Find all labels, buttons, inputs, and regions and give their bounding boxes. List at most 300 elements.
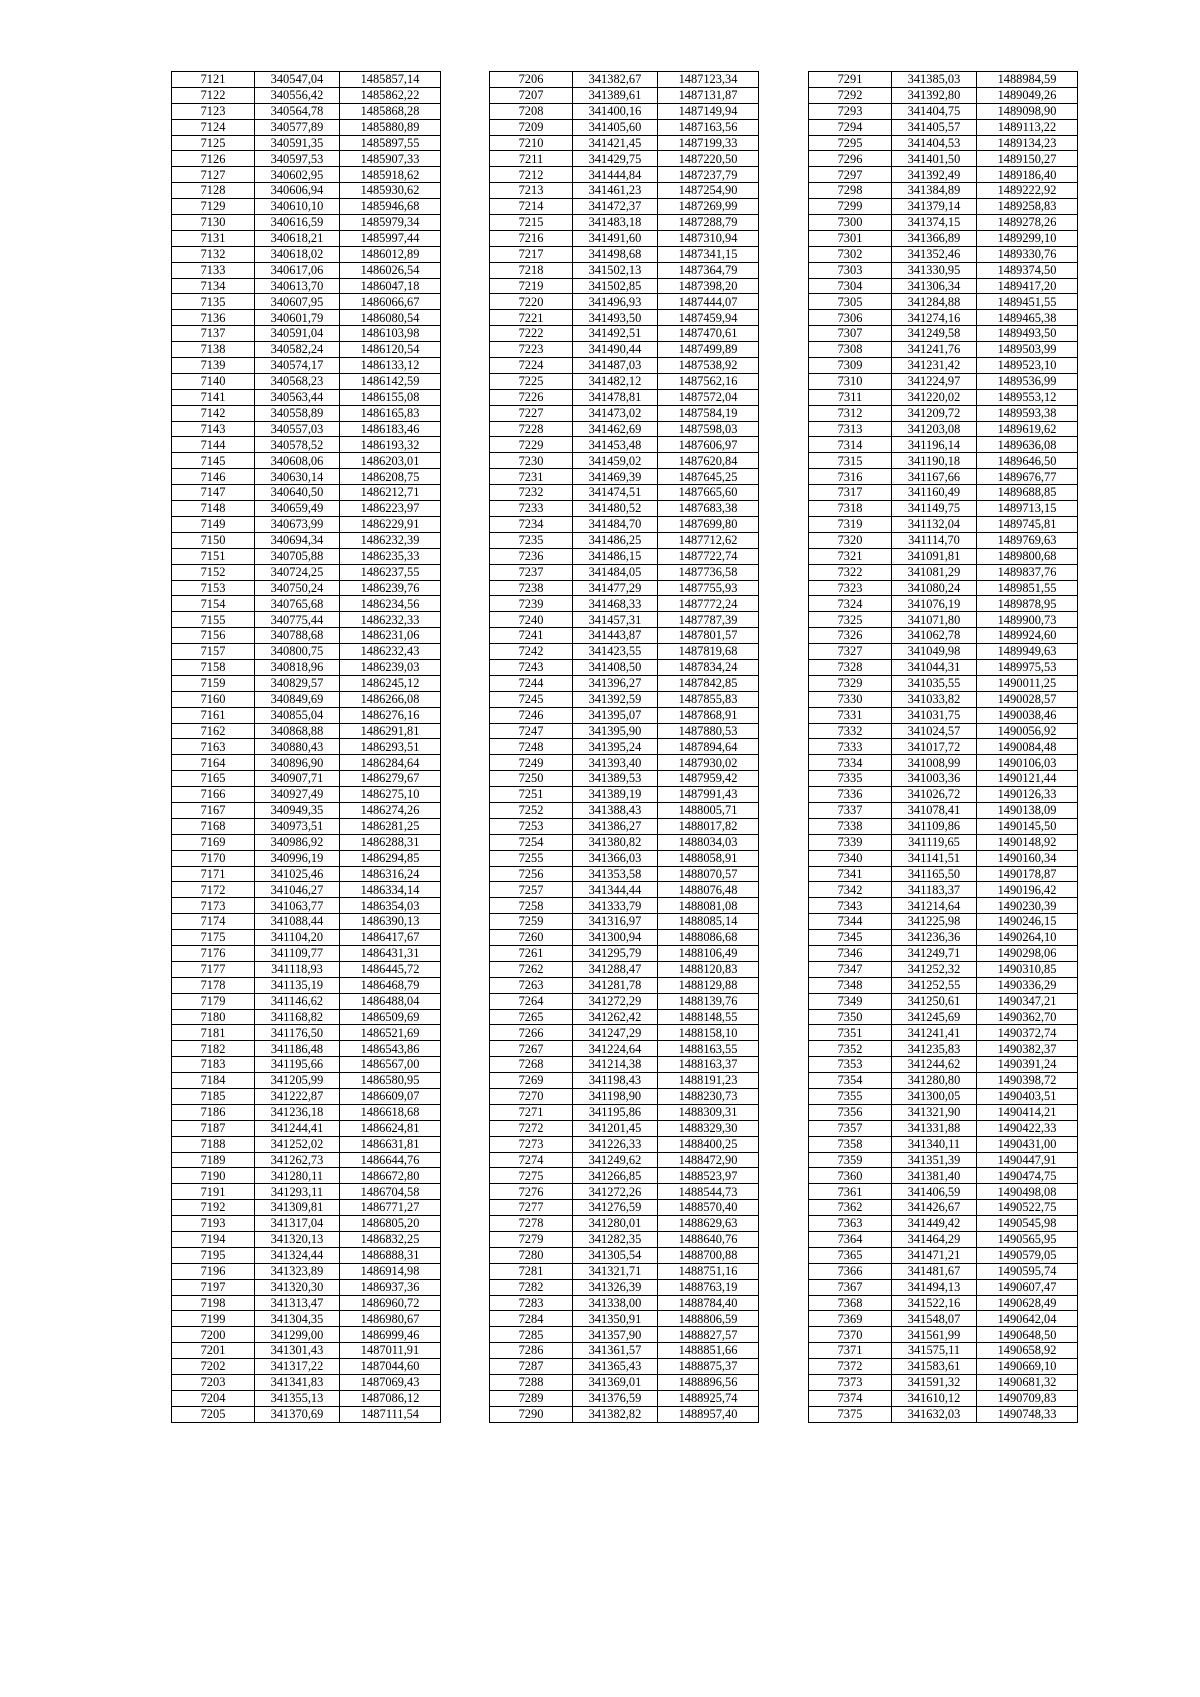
- point-number-cell: 7152: [172, 564, 255, 580]
- table-row: [809, 453, 1078, 469]
- x-coordinate-cell: 341389,53: [573, 771, 658, 787]
- x-coordinate-cell: 340558,89: [255, 405, 340, 421]
- y-coordinate-cell: 1486183,46: [340, 421, 441, 437]
- table-row: [809, 1073, 1078, 1089]
- table-row: [490, 1390, 759, 1406]
- y-coordinate-cell: 1489745,81: [977, 516, 1078, 532]
- table-row: [490, 437, 759, 453]
- table-row: [172, 850, 441, 866]
- table-row: [809, 1057, 1078, 1073]
- y-coordinate-cell: 1490628,49: [977, 1295, 1078, 1311]
- table-row: [490, 866, 759, 882]
- table-row: [172, 548, 441, 564]
- y-coordinate-cell: 1488017,82: [658, 818, 759, 834]
- y-coordinate-cell: 1489374,50: [977, 262, 1078, 278]
- x-coordinate-cell: 341341,83: [255, 1375, 340, 1391]
- point-number-cell: 7209: [490, 119, 573, 135]
- x-coordinate-cell: 341063,77: [255, 898, 340, 914]
- x-coordinate-cell: 341490,44: [573, 342, 658, 358]
- x-coordinate-cell: 341280,01: [573, 1216, 658, 1232]
- x-coordinate-cell: 341502,13: [573, 262, 658, 278]
- x-coordinate-cell: 341300,05: [892, 1089, 977, 1105]
- y-coordinate-cell: 1487584,19: [658, 405, 759, 421]
- table-row: [490, 1311, 759, 1327]
- x-coordinate-cell: 341225,98: [892, 914, 977, 930]
- point-number-cell: 7370: [809, 1327, 892, 1343]
- table-row: [490, 1200, 759, 1216]
- point-number-cell: 7240: [490, 612, 573, 628]
- table-row: [809, 135, 1078, 151]
- y-coordinate-cell: 1486026,54: [340, 262, 441, 278]
- x-coordinate-cell: 341245,69: [892, 1009, 977, 1025]
- table-row: [809, 405, 1078, 421]
- x-coordinate-cell: 341333,79: [573, 898, 658, 914]
- x-coordinate-cell: 341214,38: [573, 1057, 658, 1073]
- table-row: [172, 1232, 441, 1248]
- x-coordinate-cell: 340591,35: [255, 135, 340, 151]
- point-number-cell: 7235: [490, 532, 573, 548]
- point-number-cell: 7297: [809, 167, 892, 183]
- table-row: [490, 707, 759, 723]
- table-row: [490, 691, 759, 707]
- coordinate-table-3: [808, 71, 1078, 1423]
- y-coordinate-cell: 1486133,12: [340, 358, 441, 374]
- table-row: [809, 151, 1078, 167]
- x-coordinate-cell: 341146,62: [255, 993, 340, 1009]
- table-row: [809, 1089, 1078, 1105]
- x-coordinate-cell: 341395,24: [573, 739, 658, 755]
- point-number-cell: 7218: [490, 262, 573, 278]
- x-coordinate-cell: 341025,46: [255, 866, 340, 882]
- y-coordinate-cell: 1489769,63: [977, 532, 1078, 548]
- y-coordinate-cell: 1486431,31: [340, 945, 441, 961]
- point-number-cell: 7374: [809, 1390, 892, 1406]
- y-coordinate-cell: 1490038,46: [977, 707, 1078, 723]
- point-number-cell: 7319: [809, 516, 892, 532]
- point-number-cell: 7328: [809, 659, 892, 675]
- point-number-cell: 7349: [809, 993, 892, 1009]
- y-coordinate-cell: 1490398,72: [977, 1073, 1078, 1089]
- table-row: [490, 659, 759, 675]
- y-coordinate-cell: 1487855,83: [658, 691, 759, 707]
- x-coordinate-cell: 341473,02: [573, 405, 658, 421]
- x-coordinate-cell: 341405,60: [573, 119, 658, 135]
- point-number-cell: 7246: [490, 707, 573, 723]
- point-number-cell: 7130: [172, 215, 255, 231]
- point-number-cell: 7345: [809, 930, 892, 946]
- y-coordinate-cell: 1486047,18: [340, 278, 441, 294]
- table-row: [809, 532, 1078, 548]
- table-row: [172, 516, 441, 532]
- x-coordinate-cell: 340896,90: [255, 755, 340, 771]
- table-row: [172, 818, 441, 834]
- table-row: [809, 1216, 1078, 1232]
- x-coordinate-cell: 341088,44: [255, 914, 340, 930]
- table-row: [809, 548, 1078, 564]
- y-coordinate-cell: 1486232,33: [340, 612, 441, 628]
- x-coordinate-cell: 341492,51: [573, 326, 658, 342]
- x-coordinate-cell: 341374,15: [892, 215, 977, 231]
- y-coordinate-cell: 1490565,95: [977, 1232, 1078, 1248]
- table-row: [809, 675, 1078, 691]
- table-row: [490, 103, 759, 119]
- table-row: [172, 199, 441, 215]
- point-number-cell: 7284: [490, 1311, 573, 1327]
- point-number-cell: 7309: [809, 358, 892, 374]
- y-coordinate-cell: 1486212,71: [340, 485, 441, 501]
- y-coordinate-cell: 1486235,33: [340, 548, 441, 564]
- table-row: [809, 342, 1078, 358]
- table-row: [809, 1327, 1078, 1343]
- point-number-cell: 7169: [172, 834, 255, 850]
- point-number-cell: 7281: [490, 1263, 573, 1279]
- y-coordinate-cell: 1490336,29: [977, 977, 1078, 993]
- table-row: [172, 246, 441, 262]
- point-number-cell: 7178: [172, 977, 255, 993]
- table-row: [172, 1089, 441, 1105]
- x-coordinate-cell: 341201,45: [573, 1120, 658, 1136]
- table-row: [490, 961, 759, 977]
- y-coordinate-cell: 1486080,54: [340, 310, 441, 326]
- y-coordinate-cell: 1486279,67: [340, 771, 441, 787]
- y-coordinate-cell: 1487598,03: [658, 421, 759, 437]
- point-number-cell: 7354: [809, 1073, 892, 1089]
- table-row: [809, 914, 1078, 930]
- table-row: [490, 564, 759, 580]
- x-coordinate-cell: 341195,86: [573, 1104, 658, 1120]
- point-number-cell: 7185: [172, 1089, 255, 1105]
- table-row: [809, 755, 1078, 771]
- x-coordinate-cell: 341365,43: [573, 1359, 658, 1375]
- x-coordinate-cell: 340659,49: [255, 501, 340, 517]
- y-coordinate-cell: 1489619,62: [977, 421, 1078, 437]
- x-coordinate-cell: 341449,42: [892, 1216, 977, 1232]
- point-number-cell: 7154: [172, 596, 255, 612]
- y-coordinate-cell: 1486644,76: [340, 1152, 441, 1168]
- table-row: [172, 564, 441, 580]
- table-row: [490, 246, 759, 262]
- y-coordinate-cell: 1488070,57: [658, 866, 759, 882]
- y-coordinate-cell: 1487959,42: [658, 771, 759, 787]
- y-coordinate-cell: 1488784,40: [658, 1295, 759, 1311]
- table-row: [490, 548, 759, 564]
- point-number-cell: 7273: [490, 1136, 573, 1152]
- point-number-cell: 7133: [172, 262, 255, 278]
- point-number-cell: 7250: [490, 771, 573, 787]
- y-coordinate-cell: 1489851,55: [977, 580, 1078, 596]
- x-coordinate-cell: 341380,82: [573, 834, 658, 850]
- point-number-cell: 7346: [809, 945, 892, 961]
- x-coordinate-cell: 341393,40: [573, 755, 658, 771]
- point-number-cell: 7182: [172, 1041, 255, 1057]
- y-coordinate-cell: 1488163,55: [658, 1041, 759, 1057]
- y-coordinate-cell: 1487310,94: [658, 230, 759, 246]
- y-coordinate-cell: 1486142,59: [340, 373, 441, 389]
- y-coordinate-cell: 1488400,25: [658, 1136, 759, 1152]
- y-coordinate-cell: 1489503,99: [977, 342, 1078, 358]
- table-row: [809, 437, 1078, 453]
- point-number-cell: 7341: [809, 866, 892, 882]
- x-coordinate-cell: 341076,19: [892, 596, 977, 612]
- x-coordinate-cell: 341276,59: [573, 1200, 658, 1216]
- y-coordinate-cell: 1489278,26: [977, 215, 1078, 231]
- x-coordinate-cell: 340591,04: [255, 326, 340, 342]
- point-number-cell: 7183: [172, 1057, 255, 1073]
- table-row: [490, 294, 759, 310]
- x-coordinate-cell: 341481,67: [892, 1263, 977, 1279]
- x-coordinate-cell: 341321,90: [892, 1104, 977, 1120]
- x-coordinate-cell: 341231,42: [892, 358, 977, 374]
- x-coordinate-cell: 341400,16: [573, 103, 658, 119]
- table-row: [490, 135, 759, 151]
- x-coordinate-cell: 341222,87: [255, 1089, 340, 1105]
- y-coordinate-cell: 1490056,92: [977, 723, 1078, 739]
- point-number-cell: 7187: [172, 1120, 255, 1136]
- y-coordinate-cell: 1489134,23: [977, 135, 1078, 151]
- x-coordinate-cell: 341003,36: [892, 771, 977, 787]
- table-row: [172, 914, 441, 930]
- table-row: [490, 914, 759, 930]
- point-number-cell: 7193: [172, 1216, 255, 1232]
- point-number-cell: 7142: [172, 405, 255, 421]
- point-number-cell: 7350: [809, 1009, 892, 1025]
- y-coordinate-cell: 1486266,08: [340, 691, 441, 707]
- point-number-cell: 7216: [490, 230, 573, 246]
- table-row: [490, 596, 759, 612]
- y-coordinate-cell: 1488544,73: [658, 1184, 759, 1200]
- x-coordinate-cell: 341395,90: [573, 723, 658, 739]
- point-number-cell: 7339: [809, 834, 892, 850]
- table-row: [172, 326, 441, 342]
- x-coordinate-cell: 341486,25: [573, 532, 658, 548]
- y-coordinate-cell: 1490145,50: [977, 818, 1078, 834]
- table-row: [172, 1390, 441, 1406]
- x-coordinate-cell: 341477,29: [573, 580, 658, 596]
- table-row: [490, 119, 759, 135]
- table-row: [172, 278, 441, 294]
- y-coordinate-cell: 1487722,74: [658, 548, 759, 564]
- y-coordinate-cell: 1486960,72: [340, 1295, 441, 1311]
- y-coordinate-cell: 1485918,62: [340, 167, 441, 183]
- y-coordinate-cell: 1488309,31: [658, 1104, 759, 1120]
- point-number-cell: 7180: [172, 1009, 255, 1025]
- y-coordinate-cell: 1489186,40: [977, 167, 1078, 183]
- point-number-cell: 7265: [490, 1009, 573, 1025]
- y-coordinate-cell: 1489553,12: [977, 389, 1078, 405]
- table-row: [809, 771, 1078, 787]
- point-number-cell: 7140: [172, 373, 255, 389]
- y-coordinate-cell: 1490011,25: [977, 675, 1078, 691]
- y-coordinate-cell: 1487111,54: [340, 1406, 441, 1422]
- table-row: [809, 691, 1078, 707]
- table-row: [172, 485, 441, 501]
- x-coordinate-cell: 341389,19: [573, 787, 658, 803]
- point-number-cell: 7316: [809, 469, 892, 485]
- point-number-cell: 7126: [172, 151, 255, 167]
- x-coordinate-cell: 341252,02: [255, 1136, 340, 1152]
- y-coordinate-cell: 1487772,24: [658, 596, 759, 612]
- table-row: [172, 675, 441, 691]
- point-number-cell: 7217: [490, 246, 573, 262]
- y-coordinate-cell: 1486704,58: [340, 1184, 441, 1200]
- y-coordinate-cell: 1487842,85: [658, 675, 759, 691]
- table-row: [490, 501, 759, 517]
- point-number-cell: 7162: [172, 723, 255, 739]
- table-row: [490, 993, 759, 1009]
- y-coordinate-cell: 1488106,49: [658, 945, 759, 961]
- x-coordinate-cell: 341198,90: [573, 1089, 658, 1105]
- point-number-cell: 7257: [490, 882, 573, 898]
- x-coordinate-cell: 341392,49: [892, 167, 977, 183]
- y-coordinate-cell: 1487269,99: [658, 199, 759, 215]
- point-number-cell: 7172: [172, 882, 255, 898]
- y-coordinate-cell: 1490709,83: [977, 1390, 1078, 1406]
- table-row: [809, 898, 1078, 914]
- x-coordinate-cell: 341183,37: [892, 882, 977, 898]
- table-row: [172, 1295, 441, 1311]
- y-coordinate-cell: 1490681,32: [977, 1375, 1078, 1391]
- point-number-cell: 7275: [490, 1168, 573, 1184]
- x-coordinate-cell: 341323,89: [255, 1263, 340, 1279]
- point-number-cell: 7127: [172, 167, 255, 183]
- point-number-cell: 7308: [809, 342, 892, 358]
- table-row: [172, 1104, 441, 1120]
- table-row: [172, 866, 441, 882]
- y-coordinate-cell: 1487199,33: [658, 135, 759, 151]
- table-row: [490, 802, 759, 818]
- table-row: [490, 342, 759, 358]
- y-coordinate-cell: 1490347,21: [977, 993, 1078, 1009]
- y-coordinate-cell: 1486239,76: [340, 580, 441, 596]
- y-coordinate-cell: 1488191,23: [658, 1073, 759, 1089]
- point-number-cell: 7337: [809, 802, 892, 818]
- table-row: [172, 1120, 441, 1136]
- y-coordinate-cell: 1487930,02: [658, 755, 759, 771]
- point-number-cell: 7321: [809, 548, 892, 564]
- x-coordinate-cell: 341474,51: [573, 485, 658, 501]
- x-coordinate-cell: 341324,44: [255, 1247, 340, 1263]
- table-row: [490, 723, 759, 739]
- point-number-cell: 7330: [809, 691, 892, 707]
- x-coordinate-cell: 341282,35: [573, 1232, 658, 1248]
- point-number-cell: 7298: [809, 183, 892, 199]
- x-coordinate-cell: 341486,15: [573, 548, 658, 564]
- x-coordinate-cell: 340568,23: [255, 373, 340, 389]
- table-row: [172, 1327, 441, 1343]
- y-coordinate-cell: 1486223,97: [340, 501, 441, 517]
- point-number-cell: 7307: [809, 326, 892, 342]
- x-coordinate-cell: 341300,94: [573, 930, 658, 946]
- point-number-cell: 7289: [490, 1390, 573, 1406]
- point-number-cell: 7168: [172, 818, 255, 834]
- x-coordinate-cell: 340849,69: [255, 691, 340, 707]
- point-number-cell: 7357: [809, 1120, 892, 1136]
- point-number-cell: 7272: [490, 1120, 573, 1136]
- table-row: [809, 739, 1078, 755]
- table-row: [490, 485, 759, 501]
- point-number-cell: 7186: [172, 1104, 255, 1120]
- y-coordinate-cell: 1486354,03: [340, 898, 441, 914]
- point-number-cell: 7215: [490, 215, 573, 231]
- point-number-cell: 7242: [490, 644, 573, 660]
- x-coordinate-cell: 341457,31: [573, 612, 658, 628]
- y-coordinate-cell: 1488085,14: [658, 914, 759, 930]
- y-coordinate-cell: 1490403,51: [977, 1089, 1078, 1105]
- point-number-cell: 7203: [172, 1375, 255, 1391]
- x-coordinate-cell: 340724,25: [255, 564, 340, 580]
- point-number-cell: 7121: [172, 72, 255, 88]
- x-coordinate-cell: 341250,61: [892, 993, 977, 1009]
- x-coordinate-cell: 340694,34: [255, 532, 340, 548]
- point-number-cell: 7256: [490, 866, 573, 882]
- table-row: [809, 1025, 1078, 1041]
- table-row: [172, 644, 441, 660]
- x-coordinate-cell: 341464,29: [892, 1232, 977, 1248]
- table-row: [490, 882, 759, 898]
- x-coordinate-cell: 341035,55: [892, 675, 977, 691]
- table-row: [172, 1057, 441, 1073]
- y-coordinate-cell: 1489593,38: [977, 405, 1078, 421]
- y-coordinate-cell: 1487712,62: [658, 532, 759, 548]
- table-row: [490, 834, 759, 850]
- y-coordinate-cell: 1489150,27: [977, 151, 1078, 167]
- x-coordinate-cell: 341405,57: [892, 119, 977, 135]
- x-coordinate-cell: 341071,80: [892, 612, 977, 628]
- x-coordinate-cell: 341281,78: [573, 977, 658, 993]
- point-number-cell: 7271: [490, 1104, 573, 1120]
- y-coordinate-cell: 1485880,89: [340, 119, 441, 135]
- y-coordinate-cell: 1489330,76: [977, 246, 1078, 262]
- x-coordinate-cell: 341306,34: [892, 278, 977, 294]
- table-row: [490, 1232, 759, 1248]
- x-coordinate-cell: 340547,04: [255, 72, 340, 88]
- x-coordinate-cell: 341295,79: [573, 945, 658, 961]
- x-coordinate-cell: 341484,70: [573, 516, 658, 532]
- y-coordinate-cell: 1487620,84: [658, 453, 759, 469]
- y-coordinate-cell: 1490579,05: [977, 1247, 1078, 1263]
- x-coordinate-cell: 341167,66: [892, 469, 977, 485]
- y-coordinate-cell: 1486980,67: [340, 1311, 441, 1327]
- y-coordinate-cell: 1488148,55: [658, 1009, 759, 1025]
- y-coordinate-cell: 1490414,21: [977, 1104, 1078, 1120]
- table-row: [490, 739, 759, 755]
- y-coordinate-cell: 1488120,83: [658, 961, 759, 977]
- x-coordinate-cell: 340556,42: [255, 87, 340, 103]
- y-coordinate-cell: 1488158,10: [658, 1025, 759, 1041]
- x-coordinate-cell: 341326,39: [573, 1279, 658, 1295]
- x-coordinate-cell: 341498,68: [573, 246, 658, 262]
- table-row: [172, 787, 441, 803]
- y-coordinate-cell: 1489451,55: [977, 294, 1078, 310]
- table-row: [172, 389, 441, 405]
- point-number-cell: 7125: [172, 135, 255, 151]
- point-number-cell: 7144: [172, 437, 255, 453]
- table-row: [490, 1247, 759, 1263]
- table-row: [490, 1263, 759, 1279]
- point-number-cell: 7292: [809, 87, 892, 103]
- point-number-cell: 7222: [490, 326, 573, 342]
- point-number-cell: 7360: [809, 1168, 892, 1184]
- table-row: [809, 485, 1078, 501]
- y-coordinate-cell: 1489975,53: [977, 659, 1078, 675]
- point-number-cell: 7311: [809, 389, 892, 405]
- point-number-cell: 7294: [809, 119, 892, 135]
- point-number-cell: 7327: [809, 644, 892, 660]
- y-coordinate-cell: 1486281,25: [340, 818, 441, 834]
- table-row: [172, 977, 441, 993]
- y-coordinate-cell: 1488058,91: [658, 850, 759, 866]
- point-number-cell: 7269: [490, 1073, 573, 1089]
